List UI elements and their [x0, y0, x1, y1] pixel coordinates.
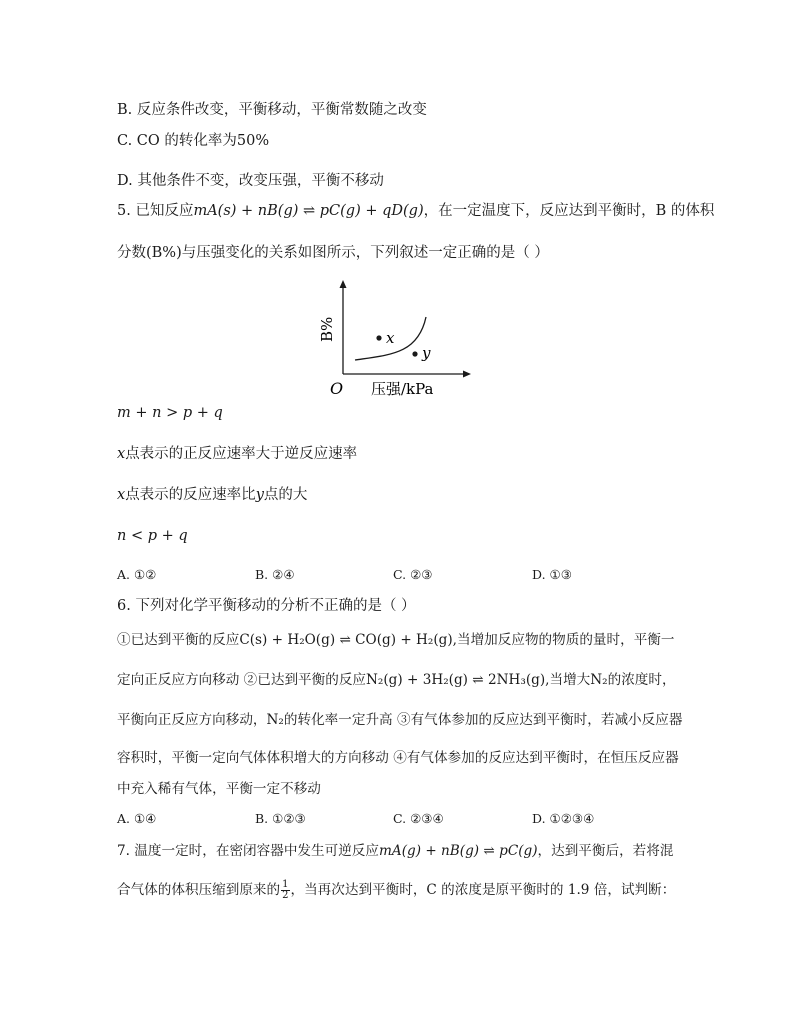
point-y-label: y [422, 344, 431, 362]
q5-statement-1: m + n > p + q [117, 405, 223, 421]
q6-line-1 [117, 630, 674, 650]
q7-line-2-text-b: ，当再次达到平衡时，C 的浓度是原平衡时的 1.9 倍，试判断： [290, 882, 676, 898]
q6-line-2 [117, 670, 676, 690]
q4-option-c-text: C. CO 的转化率为 [117, 133, 237, 149]
q5-statement-3 [117, 485, 307, 505]
q6-line-2-equation: N₂(g) + 3H₂(g) ⇌ 2NH₃(g) [366, 672, 546, 688]
point-x-label: x [386, 329, 395, 347]
q4-option-d: D. 其他条件不变，改变压强，平衡不移动 [117, 173, 384, 189]
q5-option-d: D. ①③ [532, 567, 572, 582]
q5-number: 5. [117, 203, 131, 219]
q7-fraction-denominator: 2 [282, 890, 289, 901]
q6-line-4: 容积时，平衡一定向气体体积增大的方向移动 ④有气体参加的反应达到平衡时，在恒压反应器 [117, 750, 679, 766]
q5-statement-3-text2: 点的大 [263, 487, 308, 503]
q7-line-1-text: 7. 温度一定时，在密闭容器中发生可逆反应 [117, 843, 379, 859]
q4-option-b: B. 反应条件改变，平衡移动，平衡常数随之改变 [117, 102, 427, 118]
q6-line-3 [117, 710, 682, 730]
y-axis-arrow [340, 280, 347, 288]
q6-line-2-n2: N₂ [590, 672, 608, 688]
y-axis-label: B% [318, 316, 336, 342]
q6-line-3-text: 平衡向正反应方向移动， [117, 712, 267, 728]
q5-statement-3-text1: 点表示的反应速率比 [125, 487, 256, 503]
q5-stem-text-b: ，在一定温度下，反应达到平衡时，B 的体积 [423, 203, 715, 219]
origin-label: O [330, 379, 344, 398]
q4-option-c-value: 50% [236, 133, 270, 149]
q5-option-c: C. ②③ [393, 567, 433, 582]
q6-line-3-text-b: 的转化率一定升高 ③有气体参加的反应达到平衡时，若减小反应器 [283, 712, 683, 728]
q5-statement-3-var2: y [255, 487, 264, 503]
q5-equation: mA(s) + nB(g) ⇌ pC(g) + qD(g) [193, 203, 424, 219]
x-axis-arrow [463, 371, 471, 378]
q6-option-c: C. ②③④ [393, 811, 444, 826]
q6-line-3-n2: N₂ [266, 712, 284, 728]
q5-option-b: B. ②④ [255, 567, 295, 582]
q6-line-2-text-b: ,当增大 [545, 672, 591, 688]
q6-line-1-text: ①已达到平衡的反应 [117, 632, 240, 648]
x-axis-label: 压强/kPa [371, 380, 434, 398]
q5-stem-line2: 分数(B%)与压强变化的关系如图所示，下列叙述一定正确的是（ ） [117, 245, 549, 261]
q5-statement-4: n < p + q [117, 528, 188, 544]
q5-statement-2 [117, 444, 357, 464]
q7-line-1 [117, 841, 673, 861]
q6-option-b: B. ①②③ [255, 811, 306, 826]
q5-stem-text: 已知反应 [135, 203, 194, 219]
q6-option-d: D. ①②③④ [532, 811, 595, 826]
q6-option-a: A. ①④ [117, 811, 157, 826]
q6-line-2-text-c: 的浓度时， [607, 672, 676, 688]
q5-option-a: A. ①② [117, 567, 157, 582]
q7-fraction [281, 880, 289, 901]
q6-line-5: 中充入稀有气体，平衡一定不移动 [117, 781, 321, 797]
q7-line-1-text-b: ，达到平衡后，若将混 [537, 843, 674, 859]
pressure-b-percent-diagram [300, 276, 480, 401]
q5-stem-line1 [117, 201, 714, 221]
q7-line-2 [117, 880, 675, 901]
q4-option-c [117, 131, 269, 151]
q7-line-2-text: 合气体的体积压缩到原来的 [117, 882, 281, 898]
q6-line-1-equation: C(s) + H₂O(g) ⇌ CO(g) + H₂(g) [239, 632, 453, 648]
q5-statement-3-var1: x [117, 487, 126, 503]
point-x-marker [376, 335, 381, 340]
q5-statement-2-text: 点表示的正反应速率大于逆反应速率 [125, 446, 358, 462]
point-y-marker [412, 351, 417, 356]
q6-stem: 6. 下列对化学平衡移动的分析不正确的是（ ） [117, 598, 416, 614]
q6-line-1-text-b: ,当增加反应物的物质的量时，平衡一 [452, 632, 675, 648]
q7-fraction-numerator: 1 [282, 879, 289, 890]
q7-line-1-equation: mA(g) + nB(g) ⇌ pC(g) [378, 843, 538, 859]
q5-statement-2-var: x [117, 446, 126, 462]
q6-line-2-text: 定向正反应方向移动 ②已达到平衡的反应 [117, 672, 367, 688]
